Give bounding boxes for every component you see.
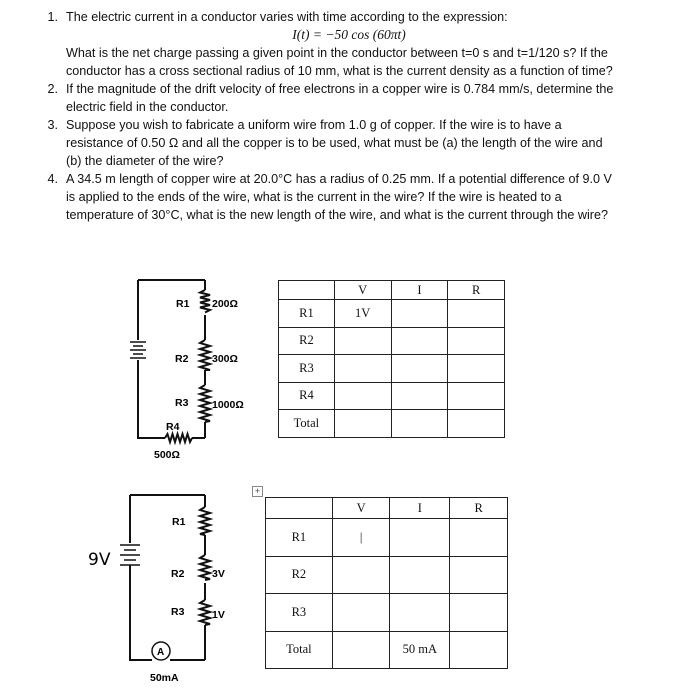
r4-label: R4 [166, 421, 180, 433]
problem-2 [18, 80, 618, 116]
table-row [279, 382, 505, 410]
ammeter-label: A [157, 647, 165, 658]
voltage-cell [334, 382, 391, 410]
resistance-cell [448, 410, 505, 438]
problem-number: 3. [47, 118, 58, 132]
table-row [266, 519, 508, 557]
row-label: R2 [266, 556, 333, 594]
circuit2-wires [130, 495, 205, 660]
header-cell: V [334, 281, 391, 300]
resistance-cell [450, 631, 508, 669]
voltage-cell [334, 327, 391, 355]
table-row [279, 410, 505, 438]
header-cell: I [390, 498, 450, 519]
resistor-r3-symbol [200, 600, 210, 625]
row-label: R3 [266, 594, 333, 632]
problem-number: 4. [47, 172, 58, 186]
circuit1-wires [138, 280, 205, 438]
r3-value: 1000Ω [212, 399, 244, 411]
table-row [279, 355, 505, 383]
problem-number: 2. [47, 82, 58, 96]
resistance-cell [450, 519, 508, 557]
header-cell: R [448, 281, 505, 300]
problem-text: What is the net charge passing a given point in the conductor between t=0 s and t=1/120 s? If the conductor has a cross sectional radius of 10 mm, what is the current density as a function of time? [66, 46, 613, 78]
problem-1 [18, 8, 618, 80]
resistor-r2-symbol [200, 555, 210, 580]
r2-label: R2 [175, 353, 189, 365]
voltage-cell: 1V [334, 300, 391, 328]
table-row [266, 556, 508, 594]
problem-intro: The electric current in a conductor varies with time according to the expression: [66, 10, 508, 24]
source-voltage-label: 9V [88, 550, 111, 570]
voltage-cell [332, 631, 390, 669]
r3-label: R3 [171, 606, 185, 618]
row-label: R3 [279, 355, 335, 383]
resistance-cell [448, 355, 505, 383]
header-cell [279, 281, 335, 300]
voltage-cell: | [332, 519, 390, 557]
current-cell [390, 556, 450, 594]
r1-value: 200Ω [212, 298, 238, 310]
table-row [279, 327, 505, 355]
table-header-row [266, 498, 508, 519]
circuit-diagram-2 [80, 485, 250, 689]
current-cell [391, 382, 448, 410]
circuit2-values-table [265, 497, 508, 669]
row-label: R4 [279, 382, 335, 410]
current-cell [391, 300, 448, 328]
problem-text: Suppose you wish to fabricate a uniform wire from 1.0 g of copper. If the wire is to have a resistance of 0.50 Ω and all the copper is to be used, what must be (a) the length of the wire and (b) the diameter of the wire? [66, 118, 603, 168]
resistor-r1-symbol [200, 290, 210, 313]
table-row [266, 594, 508, 632]
problem-text: A 34.5 m length of copper wire at 20.0°C has a radius of 0.25 mm. If a potential difference of 9.0 V is applied to the ends of the wire, what is the current in the wire? If the wire is heated to a temperature of 30°C, what is the new length of the wire, and what is the current through the wire? [66, 172, 612, 222]
current-cell [391, 355, 448, 383]
row-label: R1 [266, 519, 333, 557]
ammeter-reading: 50mA [150, 672, 179, 684]
voltage-cell [332, 556, 390, 594]
table-row [266, 631, 508, 669]
r1-label: R1 [176, 298, 190, 310]
r4-value: 500Ω [154, 449, 180, 461]
header-cell: R [450, 498, 508, 519]
resistance-cell [450, 594, 508, 632]
circuit-diagram-1 [110, 270, 260, 470]
voltage-cell [334, 410, 391, 438]
resistor-r4-symbol [165, 434, 192, 442]
resistance-cell [448, 327, 505, 355]
r3-label: R3 [175, 397, 189, 409]
header-cell: V [332, 498, 390, 519]
resistor-r3-symbol [200, 385, 210, 422]
row-label: Total [266, 631, 333, 669]
circuit1-values-table [278, 280, 505, 438]
current-cell [390, 594, 450, 632]
resistance-cell [448, 300, 505, 328]
resistor-r2-symbol [200, 340, 210, 370]
battery-symbol-1 [130, 342, 146, 358]
current-cell [391, 410, 448, 438]
problem-4 [18, 170, 618, 224]
row-label: R1 [279, 300, 335, 328]
r1-label: R1 [172, 516, 186, 528]
current-cell [391, 327, 448, 355]
problem-list [18, 8, 618, 224]
battery-symbol-2 [120, 545, 140, 565]
voltage-cell [332, 594, 390, 632]
header-cell: I [391, 281, 448, 300]
table-header-row [279, 281, 505, 300]
header-cell [266, 498, 333, 519]
r3-value: 1V [212, 609, 225, 621]
table-row [279, 300, 505, 328]
resistance-cell [448, 382, 505, 410]
r2-label: R2 [171, 568, 185, 580]
problem-number: 1. [47, 10, 58, 24]
current-equation: I(t) = −50 cos (60πt) [292, 27, 406, 42]
voltage-cell [334, 355, 391, 383]
row-label: Total [279, 410, 335, 438]
resistor-r1-symbol [200, 507, 210, 535]
problem-3 [18, 116, 618, 170]
r2-value: 300Ω [212, 353, 238, 365]
current-cell [390, 519, 450, 557]
current-cell: 50 mA [390, 631, 450, 669]
table-move-handle-icon[interactable]: + [252, 486, 263, 497]
row-label: R2 [279, 327, 335, 355]
r2-value: 3V [212, 568, 225, 580]
problem-text: If the magnitude of the drift velocity of free electrons in a copper wire is 0.784 mm/s, determine the electric field in the conductor. [66, 82, 614, 114]
resistance-cell [450, 556, 508, 594]
